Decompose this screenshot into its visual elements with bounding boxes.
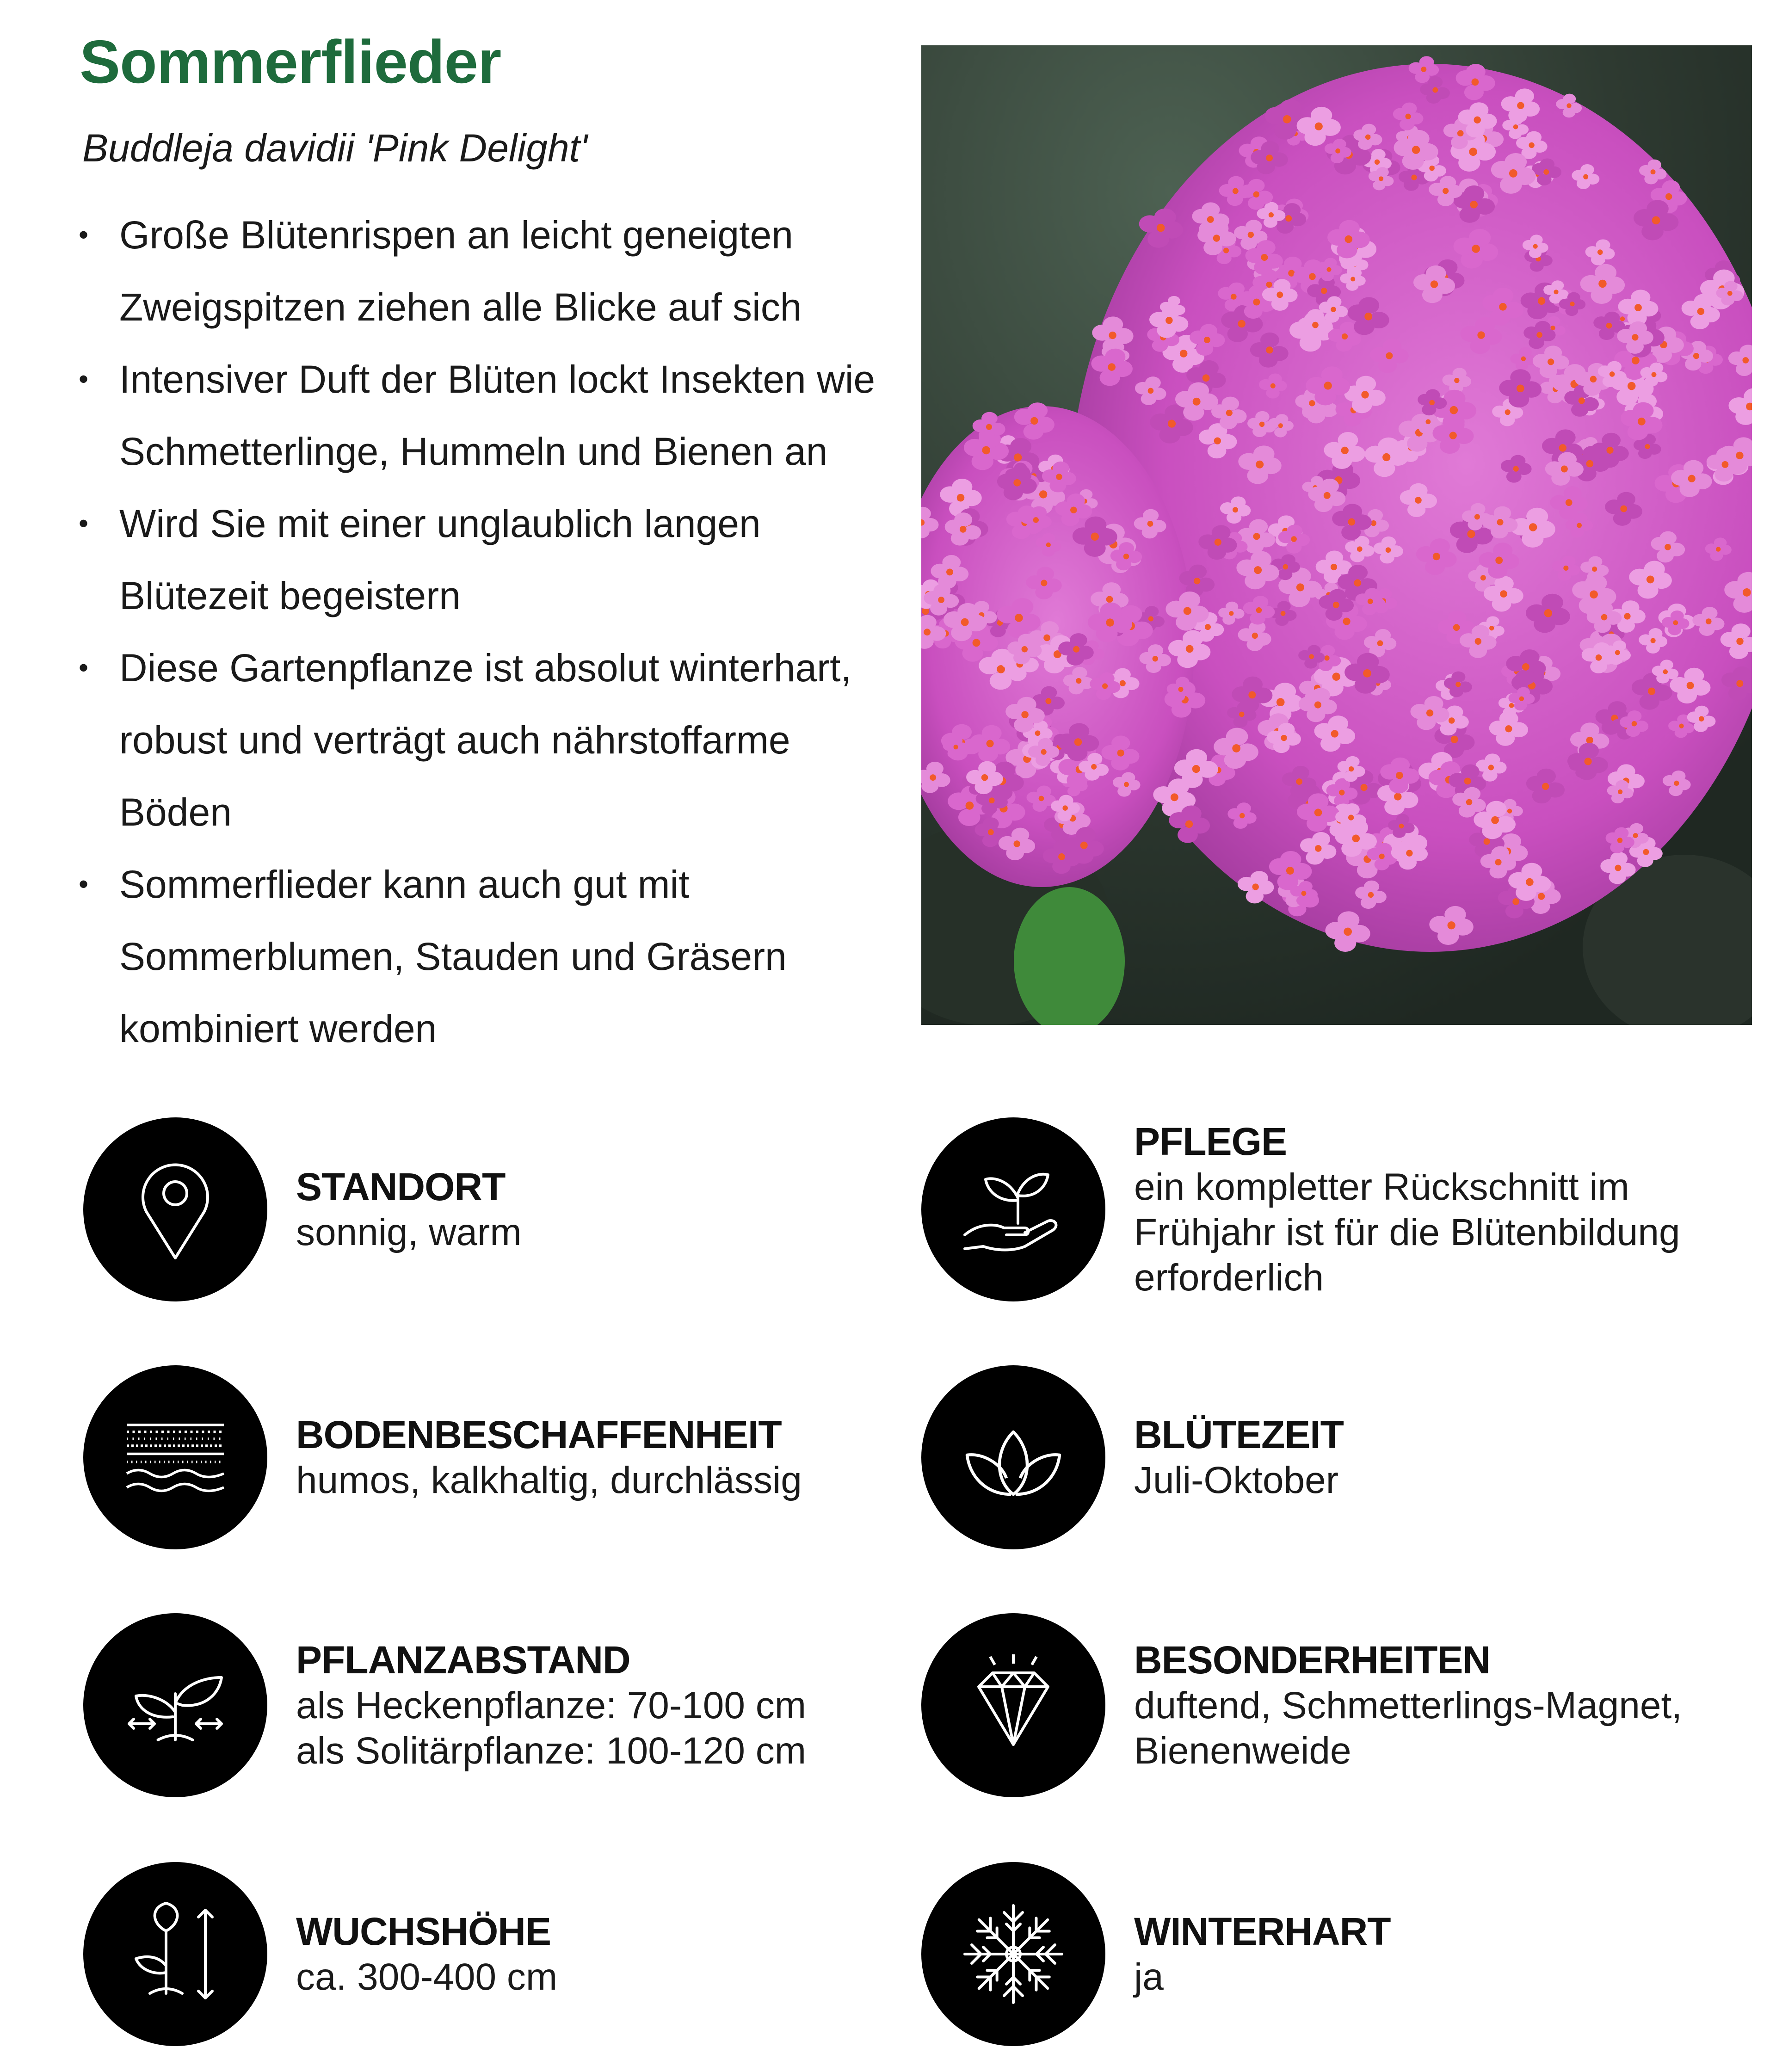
pflanzabstand-icon-circle [83,1613,267,1797]
feature-item: • Große Blütenrispen an leicht geneigten Zweigspitzen ziehen alle Blicke auf sich [79,199,911,343]
info-boden [83,1365,802,1549]
diamond-icon [956,1647,1071,1763]
info-pflanzabstand [83,1613,806,1797]
feature-list [79,199,911,1065]
hand-seedling-icon [956,1152,1071,1267]
soil-layers-icon [117,1400,233,1515]
pflege-label: PFLEGE [1134,1120,1287,1163]
standort-label: STANDORT [296,1165,506,1209]
info-bluetezeit [921,1365,1344,1549]
besonderheiten-icon-circle [921,1613,1105,1797]
plant-height-icon [117,1896,233,2012]
winterhart-icon-circle [921,1862,1105,2046]
info-besonderheiten [921,1613,1682,1797]
feature-item: • Diese Gartenpflanze ist absolut winterhart, robust und verträgt auch nährstoffarme Böden [79,632,911,848]
wuchshoehe-value: ca. 300-400 cm [296,1956,558,1998]
boden-icon-circle [83,1365,267,1549]
boden-value: humos, kalkhaltig, durchlässig [296,1459,802,1501]
bluetezeit-value: Juli-Oktober [1134,1459,1339,1501]
boden-label: BODENBESCHAFFENHEIT [296,1413,782,1456]
feature-item: • Sommerflieder kann auch gut mit Sommerblumen, Stauden und Gräsern kombiniert werden [79,848,911,1065]
besonderheiten-label: BESONDERHEITEN [1134,1638,1491,1682]
besonderheiten-value: duftend, Schmetterlings-Magnet, Bienenweide [1134,1684,1683,1772]
location-pin-icon [117,1152,233,1267]
page-title: Sommerflieder [80,28,501,96]
plant-spacing-icon [117,1647,233,1763]
info-wuchshoehe [83,1862,557,2046]
pflanzabstand-label: PFLANZABSTAND [296,1638,630,1682]
standort-icon-circle [83,1117,267,1301]
winterhart-value: ja [1134,1956,1164,1998]
bluetezeit-label: BLÜTEZEIT [1134,1413,1344,1456]
standort-value: sonnig, warm [296,1211,522,1253]
feature-item: • Intensiver Duft der Blüten lockt Insekten wie Schmetterlinge, Hummeln und Bienen an [79,343,911,487]
feature-item: • Wird Sie mit einer unglaublich langen Blütezeit begeistern [79,487,911,632]
lotus-flower-icon [956,1400,1071,1515]
product-photo [921,45,1752,1025]
info-pflege [921,1117,1680,1301]
pflanzabstand-value: als Heckenpflanze: 70-100 cm als Solitärpflanze: 100-120 cm [296,1684,807,1772]
pflege-value: ein kompletter Rückschnitt im Frühjahr ist für die Blütenbildung erforderlich [1134,1166,1680,1299]
wuchshoehe-icon-circle [83,1862,267,2046]
buddleja-flower-image [921,45,1752,1025]
wuchshoehe-label: WUCHSHÖHE [296,1910,551,1953]
info-winterhart [921,1862,1391,2046]
pflege-icon-circle [921,1117,1105,1301]
snowflake-icon [956,1896,1071,2012]
bluetezeit-icon-circle [921,1365,1105,1549]
botanical-name: Buddleja davidii 'Pink Delight' [82,126,588,170]
info-standort [83,1117,522,1301]
winterhart-label: WINTERHART [1134,1910,1391,1953]
